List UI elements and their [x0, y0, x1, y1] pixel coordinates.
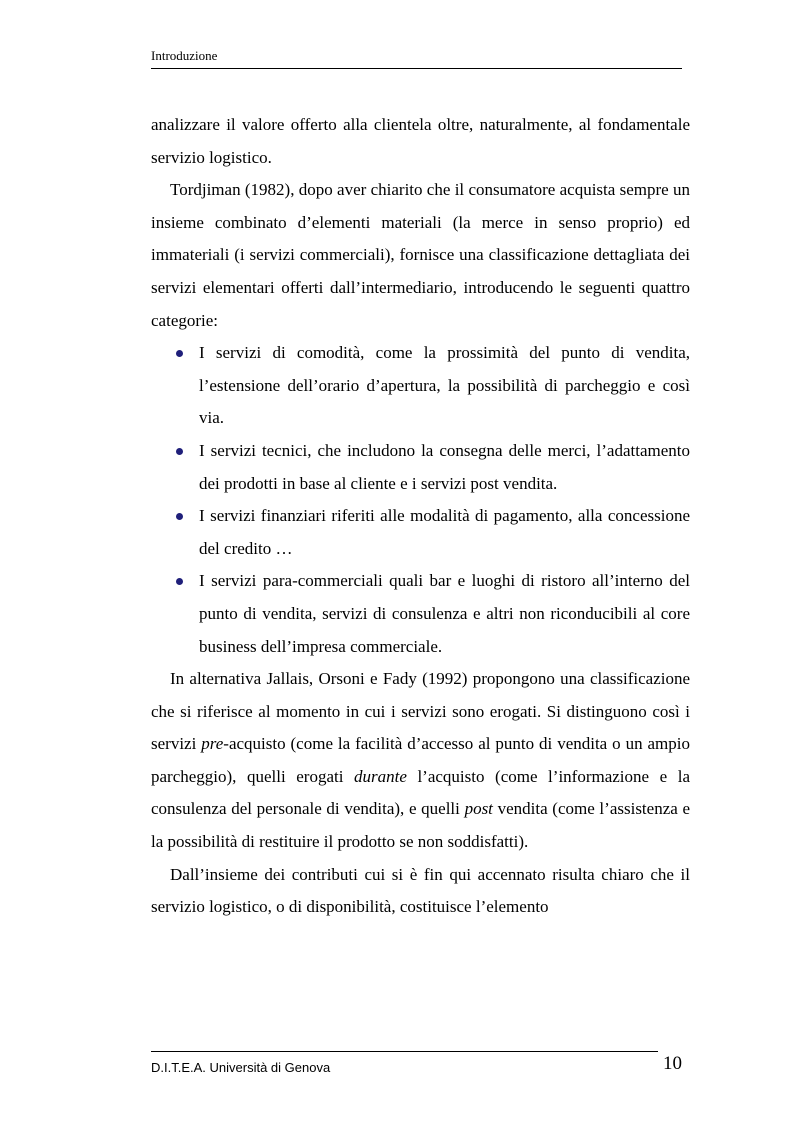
- page-number: 10: [663, 1053, 682, 1074]
- paragraph-conclusion: Dall’insieme dei contributi cui si è fin qui accennato risulta chiaro che il servizio logistico, o di disponibilità, costituisce l’elemento: [151, 864, 690, 917]
- service-categories-list: [151, 337, 690, 663]
- paragraph-jallais: [151, 663, 690, 859]
- text-run: In alternativa Jallais, Orsoni e Fady (1992) propongono una classificazione che si riferisce al momento in cui i servizi sono erogati. Si distinguono così i servizi: [151, 669, 690, 754]
- bullet-icon: [176, 513, 183, 520]
- list-item-text: I servizi finanziari riferiti alle modalità di pagamento, alla concessione del credito …: [199, 506, 690, 558]
- footer-divider: [151, 1051, 658, 1052]
- bullet-icon: [176, 578, 183, 585]
- footer-institution: D.I.T.E.A. Università di Genova: [151, 1060, 331, 1075]
- list-item: [151, 565, 690, 663]
- list-item: [151, 435, 690, 500]
- bullet-icon: [176, 350, 183, 357]
- emphasis-pre: pre: [201, 734, 224, 754]
- paragraph-continuation: analizzare il valore offerto alla clientela oltre, naturalmente, al fondamentale servizio logistico.: [151, 115, 690, 167]
- list-item: [151, 500, 690, 565]
- page-body: [151, 109, 690, 924]
- list-item-text: I servizi tecnici, che includono la consegna delle merci, l’adattamento dei prodotti in base al cliente e i servizi post vendita.: [199, 440, 690, 493]
- header-title: Introduzione: [151, 48, 218, 63]
- list-item: [151, 337, 690, 435]
- list-item-text: I servizi para-commerciali quali bar e luoghi di ristoro all’interno del punto di vendita, servizi di consulenza e altri non riconducibili al core business dell’impresa commerciale.: [199, 571, 690, 656]
- list-item-text: I servizi di comodità, come la prossimità del punto di vendita, l’estensione dell’orario d’apertura, la possibilità di parcheggio e così via.: [199, 343, 690, 428]
- running-header: [151, 48, 682, 69]
- bullet-icon: [176, 448, 183, 455]
- paragraph-tordjiman: Tordjiman (1982), dopo aver chiarito che il consumatore acquista sempre un insieme combinato d’elementi materiali (la merce in senso proprio) ed immateriali (i servizi commerciali), fornisce una classificazione dettagliata dei servizi elementari offerti dall’intermediario, introducendo le seguenti quattro categorie:: [151, 180, 690, 330]
- text-run: -acquisto (come la facilità d’accesso al punto di vendita o un ampio parcheggio), quelli erogati: [151, 734, 690, 786]
- text-run: l’acquisto (come l’informazione e la consulenza del personale di vendita), e quelli: [151, 766, 690, 819]
- emphasis-durante: durante: [354, 766, 407, 786]
- text-run: vendita (come l’assistenza e la possibilità di restituire il prodotto se non soddisfatti).: [151, 799, 691, 852]
- emphasis-post: post: [464, 799, 493, 819]
